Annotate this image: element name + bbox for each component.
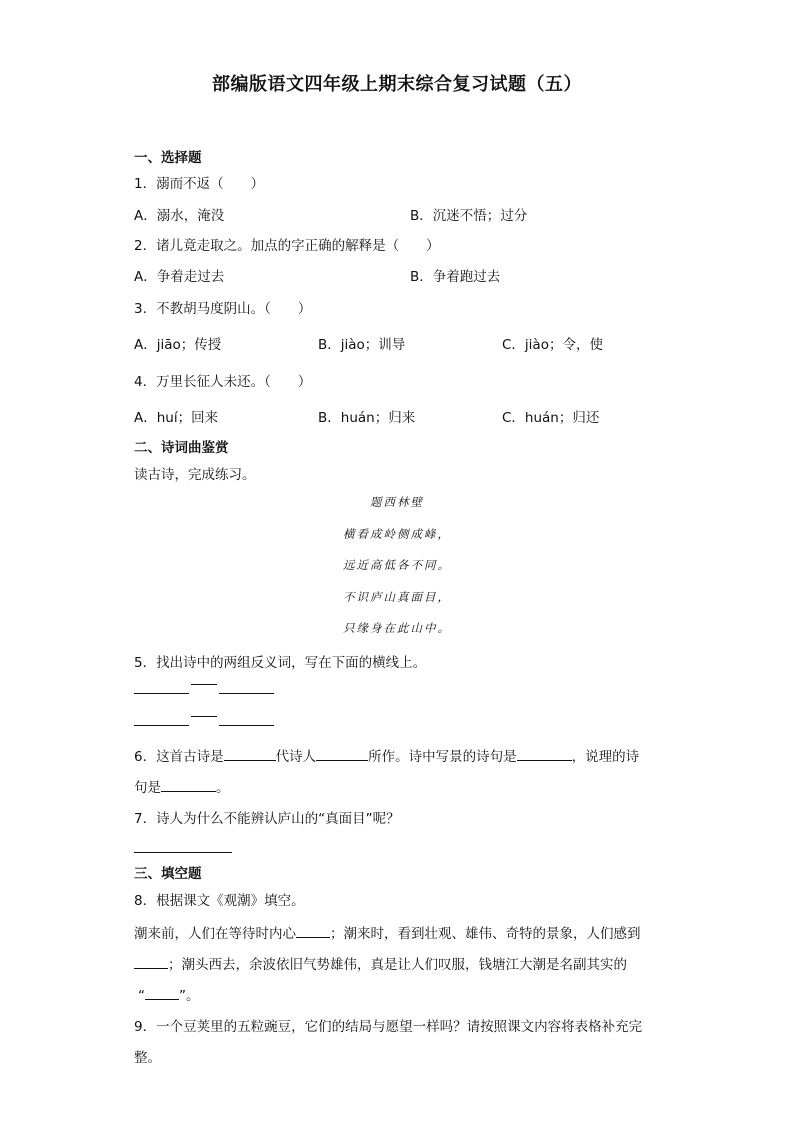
poem-instruction: 读古诗，完成练习。	[134, 467, 256, 483]
q6-text: ，说理的诗	[571, 749, 640, 765]
q8-text: 潮来前，人们在等待时内心	[134, 926, 296, 942]
question-4-option-a: A．huí；回来	[134, 410, 219, 426]
poem-line: 远近高低各不同。	[343, 558, 451, 572]
question-2-option-b: B．争着跑过去	[410, 269, 501, 285]
question-6-line-2	[134, 776, 230, 796]
q6-text: 6．这首古诗是	[134, 749, 224, 765]
q6-text: 。	[216, 780, 230, 796]
q6-text: 所作。诗中写景的诗句是	[368, 749, 517, 765]
answer-blank[interactable]	[219, 680, 274, 694]
poem-line: 横看成岭侧成峰，	[343, 527, 451, 541]
answer-blank[interactable]	[134, 955, 168, 969]
question-2-stem: 2．诸儿竟走取之。加点的字正确的解释是（ ）	[134, 238, 440, 254]
question-4-option-c: C．huán；归还	[502, 410, 600, 426]
section-heading-choice: 一、选择题	[134, 150, 202, 166]
question-2-option-a: A．争着走过去	[134, 269, 225, 285]
question-3-option-c: C．jiào；令，使	[502, 337, 603, 353]
page-title: 部编版语文四年级上期末综合复习试题（五）	[212, 74, 582, 95]
q8-text: ；潮来时，看到壮观、雄伟、奇特的景象，人们感到	[330, 926, 641, 942]
section-heading-fill: 三、填空题	[134, 866, 202, 882]
dash-separator	[191, 716, 217, 717]
answer-blank[interactable]	[517, 747, 572, 761]
antonym-answer-line-2[interactable]	[134, 712, 274, 730]
q6-text: 代诗人	[275, 749, 317, 765]
question-1-option-a: A．溺水，淹没	[134, 208, 225, 224]
question-7-stem: 7．诗人为什么不能辨认庐山的“真面目”呢？	[134, 811, 400, 827]
question-6-line-1	[134, 745, 639, 765]
question-7-answer-line[interactable]	[134, 838, 232, 857]
answer-blank[interactable]	[134, 680, 189, 694]
question-3-stem: 3．不教胡马度阴山。（ ）	[134, 301, 312, 317]
poem-line: 不识庐山真面目，	[343, 590, 451, 604]
question-9-line-2: 整。	[134, 1050, 161, 1066]
answer-blank[interactable]	[145, 986, 179, 1000]
question-8-line-1	[134, 922, 641, 942]
answer-blank[interactable]	[219, 712, 274, 726]
poem-line: 只缘身在此山中。	[343, 621, 451, 635]
answer-blank[interactable]	[224, 747, 276, 761]
question-1-stem: 1．溺而不返（ ）	[134, 176, 265, 192]
question-8-stem: 8．根据课文《观潮》填空。	[134, 893, 305, 909]
question-3-option-b: B．jiào；训导	[318, 337, 406, 353]
q6-text: 句是	[134, 780, 161, 796]
question-1-option-b: B．沉迷不悟；过分	[410, 208, 528, 224]
section-heading-poetry: 二、诗词曲鉴赏	[134, 440, 229, 456]
question-4-option-b: B．huán；归来	[318, 410, 416, 426]
answer-blank[interactable]	[161, 778, 216, 792]
question-5-stem: 5．找出诗中的两组反义词，写在下面的横线上。	[134, 655, 427, 671]
question-8-line-2	[134, 953, 627, 973]
q8-text: ”。	[179, 988, 200, 1004]
answer-blank[interactable]	[134, 712, 189, 726]
q8-text: ；潮头西去，余波依旧气势雄伟，真是让人们叹服，钱塘江大潮是名副其实的	[168, 957, 627, 973]
question-8-line-3	[138, 984, 200, 1004]
antonym-answer-line-1[interactable]	[134, 680, 274, 698]
question-4-stem: 4．万里长征人未还。（ ）	[134, 374, 312, 390]
answer-blank[interactable]	[316, 747, 368, 761]
question-9-line-1: 9．一个豆荚里的五粒豌豆，它们的结局与愿望一样吗？请按照课文内容将表格补充完	[134, 1019, 643, 1035]
question-3-option-a: A．jiāo；传授	[134, 337, 222, 353]
poem-title: 题西林壁	[370, 495, 424, 509]
dash-separator	[191, 684, 217, 685]
answer-blank[interactable]	[296, 924, 330, 938]
q8-text: “	[138, 988, 145, 1004]
